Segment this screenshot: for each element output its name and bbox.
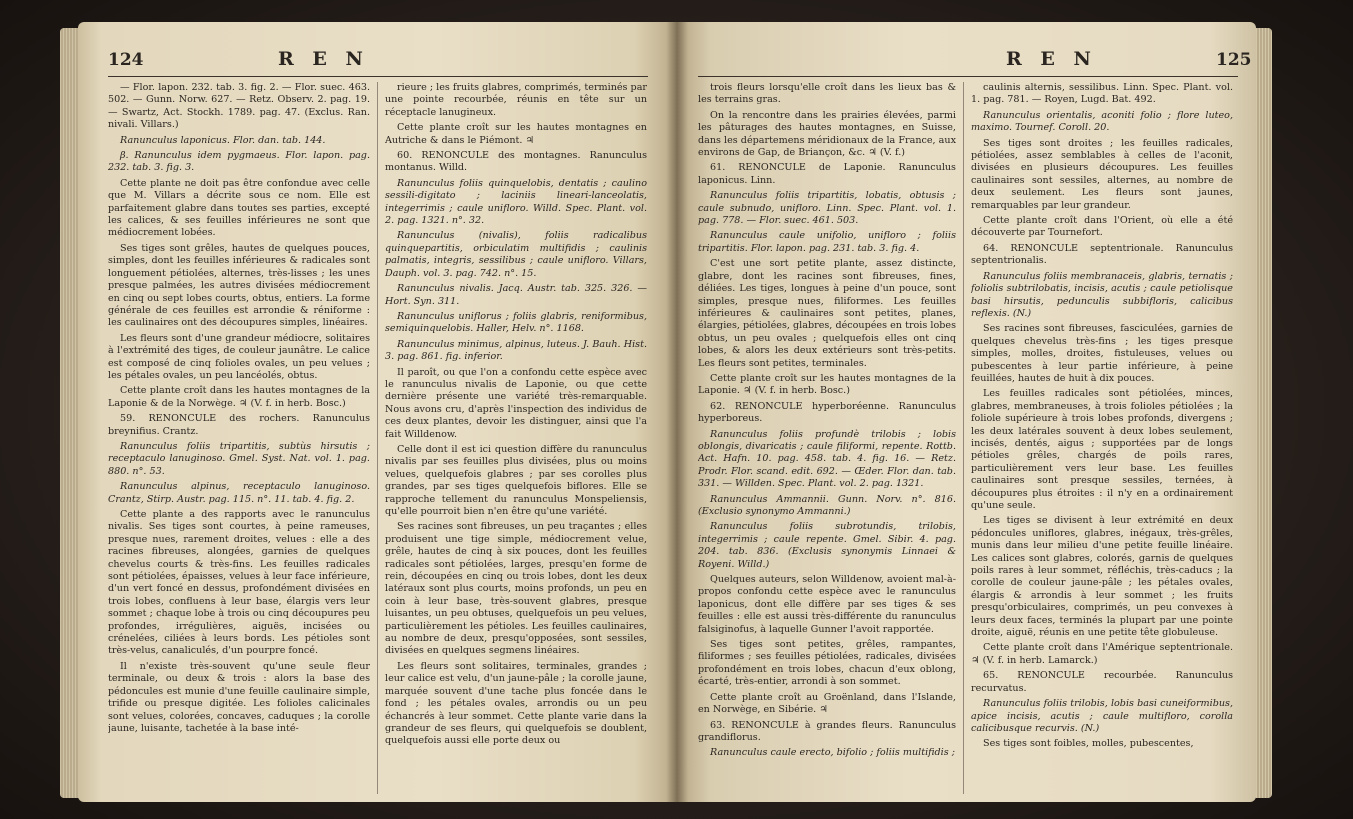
paragraph: Ranunculus Ammannii. Gunn. Norv. n°. 816. (Exclusio synonymo Ammanni.) [698, 493, 956, 517]
paragraph: Ranunculus foliis subrotundis, trilobis, integerrimis ; caule repente. Gmel. Sibir. 4. pag. 204. tab. 836. (Exclusis synonymis Linnaei & Royeni. Willd.) [698, 521, 956, 570]
paragraph: Cette plante a des rapports avec le ranunculus nivalis. Ses tiges sont courtes, à peine rameuses, presque nues, rarement droites, velues : elle a des racines fibreuses, alongées, garnies de quelques chevelus courts & très-fins. Les feuilles radicales sont pétiolées, épaisses, velues à leur face inférieure, d'un vert foncé en dessus, profondément divisées en trois lobes, confluens à leur base, élargis vers leur sommet ; chaque lobe à trois ou cinq découpures peu profondes, irrégulières, aiguës, incisées ou crénelées, ciliées à leurs bords. Les pétioles sont très-velus, canaliculés, d'un pourpre foncé. [108, 509, 370, 657]
left-column-divider [377, 82, 378, 794]
paragraph: rieure ; les fruits glabres, comprimés, terminés par une pointe recourbée, réunis en tête sur un réceptacle lanugineux. [385, 82, 647, 118]
paragraph: Ses tiges sont droites ; les feuilles radicales, pétiolées, assez semblables à celles de l'aconit, divisées en plusieurs découpures. Les feuilles caulinaires sont sessiles, alternes, au nombre de deux seulement. Les fleurs sont jaunes, remarquables par leur grandeur. [971, 137, 1233, 211]
right-column-1 [698, 82, 956, 802]
paragraph: Cette plante croît sur les hautes montagnes de la Laponie. ♃ (V. f. in herb. Bosc.) [698, 372, 956, 397]
paragraph: 65. RENONCULE recourbée. Ranunculus recurvatus. [971, 670, 1233, 694]
paragraph: Cette plante croît dans l'Amérique septentrionale. ♃ (V. f. in herb. Lamarck.) [971, 642, 1233, 666]
paragraph: Ranunculus foliis membranaceis, glabris, ternatis ; foliolis subtrilobatis, incisis, acutis ; caule petiolisque basi hirsutis, pedunculis subbifloris, calicibus reflexis. (N.) [971, 270, 1233, 319]
left-column-1 [108, 82, 370, 802]
right-header-rule [698, 76, 1238, 77]
paragraph: Les tiges se divisent à leur extrémité en deux pédoncules uniflores, glabres, inégaux, très-grêles, munis dans leur milieu d'une petite feuille linéaire. Les calices sont glabres, colorés, garnis de quelques poils rares à leur sommet, réfléchis, très-caducs ; la corolle de couleur jaune-pâle ; les pétales ovales, élargis & arrondis à leur sommet ; les fruits presqu'orbiculaires, comprimés, un peu convexes à leurs deux faces, terminés la plupart par une pointe droite, aiguë, réunis en une petite tête globuleuse. [971, 515, 1233, 639]
paragraph: Ses racines sont fibreuses, fasciculées, garnies de quelques chevelus très-fins ; les tiges presque simples, molles, droites, fistuleuses, velues ou pubescentes à leur partie inférieure, à peine feuillées, hautes de huit à dix pouces. [971, 323, 1233, 384]
left-header-rule [108, 76, 648, 77]
paragraph: Ranunculus alpinus, receptaculo lanuginoso. Crantz, Stirp. Austr. pag. 115. n°. 11. tab. 4. fig. 2. [108, 481, 370, 505]
paragraph: Il paroît, ou que l'on a confondu cette espèce avec le ranunculus nivalis de Laponie, ou que cette dernière présente une variété très-remarquable. Nous avons cru, d'après l'inspection des individus de ces deux plantes, devoir les distinguer, ainsi que l'a fait Willdenow. [385, 366, 647, 440]
paragraph: Cette plante croît sur les hautes montagnes en Autriche & dans le Piémont. ♃ [385, 122, 647, 146]
paragraph: Quelques auteurs, selon Willdenow, avoient mal-à-propos confondu cette espèce avec le ranunculus laponicus, dont elle diffère par ses tiges & ses feuilles : elle est aussi très-différente du ranunculus falsiginofus, à laquelle Gunner l'avoit rapportée. [698, 574, 956, 635]
right-page [676, 22, 1256, 802]
paragraph: Cette plante croît dans l'Orient, où elle a été découverte par Tournefort. [971, 215, 1233, 239]
left-page-edges [60, 28, 80, 798]
paragraph: 63. RENONCULE à grandes fleurs. Ranunculus grandiflorus. [698, 719, 956, 743]
paragraph: Ranunculus caule unifolio, unifloro ; foliis tripartitis. Flor. lapon. pag. 231. tab. 3. fig. 4. [698, 230, 956, 254]
paragraph: Ranunculus foliis quinquelobis, dentatis ; caulino sessili-digitato ; laciniis lineari-lanceolatis, integerrimis ; caule unifloro. Willd. Spec. Plant. vol. 2. pag. 1321. n°. 32. [385, 177, 647, 227]
paragraph: Ses racines sont fibreuses, un peu traçantes ; elles produisent une tige simple, médiocrement velue, grêle, hautes de cinq à six pouces, dont les feuilles radicales sont pétiolées, larges, presqu'en forme de rein, découpées en cinq ou trois lobes, dont les deux latéraux sont plus courts, moins profonds, un peu en coin à leur base, très-souvent glabres, presque luisantes, un peu obtuses, quelquefois un peu velues, particulièrement les pétioles. Les feuilles caulinaires, au nombre de deux, presqu'opposées, sont sessiles, divisées en quelques segmens linéaires. [385, 521, 647, 657]
paragraph: Ranunculus uniflorus ; foliis glabris, reniformibus, semiquinquelobis. Haller, Helv. n°. 1168. [385, 310, 647, 335]
left-running-head: R E N [278, 48, 369, 70]
right-running-head: R E N [1006, 48, 1097, 70]
paragraph: Ranunculus foliis trilobis, lobis basi cuneiformibus, apice incisis, acutis ; caule multifloro, corolla calicibusque recurvis. (N.) [971, 698, 1233, 734]
paragraph: Ranunculus nivalis. Jacq. Austr. tab. 325. 326. — Hort. Syn. 311. [385, 283, 647, 307]
paragraph: On la rencontre dans les prairies élevées, parmi les pâturages des hautes montagnes, en Suisse, dans les départemens méridionaux de la France, aux environs de Gap, de Briançon, &c. ♃ (V. f.) [698, 109, 956, 159]
book-gutter [666, 22, 688, 802]
paragraph: Cette plante croît au Groënland, dans l'Islande, en Norwège, en Sibérie. ♃ [698, 691, 956, 716]
paragraph: caulinis alternis, sessilibus. Linn. Spec. Plant. vol. 1. pag. 781. — Royen, Lugd. Bat. 492. [971, 82, 1233, 106]
paragraph: C'est une sort petite plante, assez distincte, glabre, dont les racines sont fibreuses, fines, déliées. Les tiges, longues à peine d'un pouce, sont simples, presque nues, filiformes. Les feuilles inférieures & caulinaires sont petites, planes, élargies, pétiolées, glabres, découpées en trois lobes obtus, un peu ovales ; quelquefois elles ont cinq lobes, & alors les deux extérieurs sont très-petits. Les fleurs sont petites, terminales. [698, 258, 956, 369]
paragraph: Les fleurs sont solitaires, terminales, grandes ; leur calice est velu, d'un jaune-pâle ; la corolle jaune, marquée souvent d'une tache plus foncée dans le fond ; les pétales ovales, arrondis ou un peu échancrés à leur sommet. Cette plante varie dans la grandeur de ses fleurs, qui quelquefois se doublent, quelquefois aussi elle porte deux ou [385, 660, 647, 747]
paragraph: 59. RENONCULE des rochers. Ranunculus breynifius. Crantz. [108, 413, 370, 437]
paragraph: β. Ranunculus idem pygmaeus. Flor. lapon. pag. 232. tab. 3. fig. 3. [108, 150, 370, 174]
paragraph: 61. RENONCULE de Laponie. Ranunculus laponicus. Linn. [698, 162, 956, 186]
right-column-2 [971, 82, 1233, 802]
left-column-2 [385, 82, 647, 802]
paragraph: Celle dont il est ici question diffère du ranunculus nivalis par ses feuilles plus divisées, plus ou moins velues, quelquefois glabres ; par ses corolles plus grandes, par ses tiges quelquefois biflores. Elle se rapproche tellement du ranunculus Monspeliensis, qu'elle pourroit bien n'en être qu'une variété. [385, 443, 647, 517]
right-page-edges [1254, 28, 1272, 798]
paragraph: Ranunculus (nivalis), foliis radicalibus quinquepartitis, orbiculatim multifidis ; caulinis palmatis, integris, sessilibus ; caule unifloro. Villars, Dauph. vol. 3. pag. 742. n°. 15. [385, 230, 647, 279]
paragraph: 64. RENONCULE septentrionale. Ranunculus septentrionalis. [971, 242, 1233, 267]
paragraph: Ranunculus orientalis, aconiti folio ; flore luteo, maximo. Tournef. Coroll. 20. [971, 109, 1233, 134]
paragraph: Ses tiges sont foibles, molles, pubescentes, [983, 738, 1194, 750]
paragraph: Les feuilles radicales sont pétiolées, minces, glabres, membraneuses, à trois folioles pétiolées ; la foliole supérieure à trois lobes profonds, divergens ; les deux latérales souvent à deux lobes seulement, incisés, dentés, aigus ; supportées par de longs pétioles grêles, chargés de poils rares, particulièrement vers leur base. Les feuilles caulinaires sont presque sessiles, ternées, à découpures plus étroites : il n'y en a ordinairement qu'une seule. [971, 388, 1233, 511]
paragraph: Ses tiges sont petites, grêles, rampantes, filiformes ; ses feuilles pétiolées, radicales, divisées profondément en trois lobes, chacun d'eux oblong, écarté, très-entier, arrondi à son sommet. [698, 639, 956, 688]
paragraph: 60. RENONCULE des montagnes. Ranunculus montanus. Willd. [385, 150, 647, 174]
left-page [78, 22, 676, 802]
paragraph: 62. RENONCULE hyperboréenne. Ranunculus hyperboreus. [698, 400, 956, 425]
paragraph: Ranunculus foliis tripartitis, lobatis, obtusis ; caule subnudo, unifloro. Linn. Spec. Plant. vol. 1. pag. 778. — Flor. suec. 461. 503. [698, 190, 956, 227]
paragraph: Ranunculus foliis tripartitis, subtùs hirsutis ; receptaculo lanuginoso. Gmel. Syst. Nat. vol. 1. pag. 880. n°. 53. [108, 440, 370, 477]
paragraph: Ses tiges sont grêles, hautes de quelques pouces, simples, dont les feuilles inférieures & radicales sont longuement pétiolées, alternes, très-lisses ; les unes presque palmées, les autres divisées médiocrement en cinq ou sept lobes courts, obtus, entiers. La forme générale de ces feuilles est arrondie & réniforme : les caulinaires ont des découpures simples, linéaires. [108, 242, 370, 329]
paragraph: Ranunculus foliis profundè trilobis ; lobis oblongis, divaricatis ; caule filiformi, repente. Rottb. Act. Hafn. 10. pag. 458. tab. 4. fig. 16. — Retz. Prodr. Flor. scand. edit. 692. — Œder. Flor. dan. tab. 331. — Willden. Spec. Plant. vol. 2. pag. 1321. [698, 428, 956, 490]
paragraph: Cette plante croît dans les hautes montagnes de la Laponie & de la Norwège. ♃ (V. f. in herb. Bosc.) [108, 385, 370, 409]
right-folio: 125 [1216, 50, 1252, 70]
right-column-divider [963, 82, 964, 794]
paragraph: Ranunculus minimus, alpinus, luteus. J. Bauh. Hist. 3. pag. 861. fig. inferior. [385, 338, 647, 363]
paragraph: — Flor. lapon. 232. tab. 3. fig. 2. — Flor. suec. 463. 502. — Gunn. Norw. 627. — Retz. Observ. 2. pag. 19. — Swartz, Act. Stockh. 1789. pag. 47. (Exclus. Ran. nivali. Villars.) [108, 82, 370, 131]
paragraph: Ranunculus laponicus. Flor. dan. tab. 144. [120, 134, 326, 146]
paragraph: Cette plante ne doit pas être confondue avec celle que M. Villars a décrite sous ce nom. Elle est parfaitement glabre dans toutes ses parties, excepté les calices, & ses feuilles inférieures ne sont que médiocrement lobées. [108, 177, 370, 239]
paragraph: trois fleurs lorsqu'elle croît dans les lieux bas & les terrains gras. [698, 82, 956, 106]
left-folio: 124 [108, 50, 144, 70]
paragraph: Les fleurs sont d'une grandeur médiocre, solitaires à l'extrémité des tiges, de couleur jaunâtre. Le calice est composé de cinq folioles ovales, un peu velues ; les pétales ovales, un peu lancéolés, obtus. [108, 332, 370, 381]
paragraph: Il n'existe très-souvent qu'une seule fleur terminale, ou deux & trois : alors la base des pédoncules est munie d'une feuille caulinaire simple, trifide ou presque digitée. Les folioles calicinales sont velues, colorées, concaves, caduques ; la corolle jaune, luisante, tachetée à la base inté- [108, 660, 370, 734]
paragraph: Ranunculus caule erecto, bifolio ; foliis multifidis ; [710, 747, 955, 759]
